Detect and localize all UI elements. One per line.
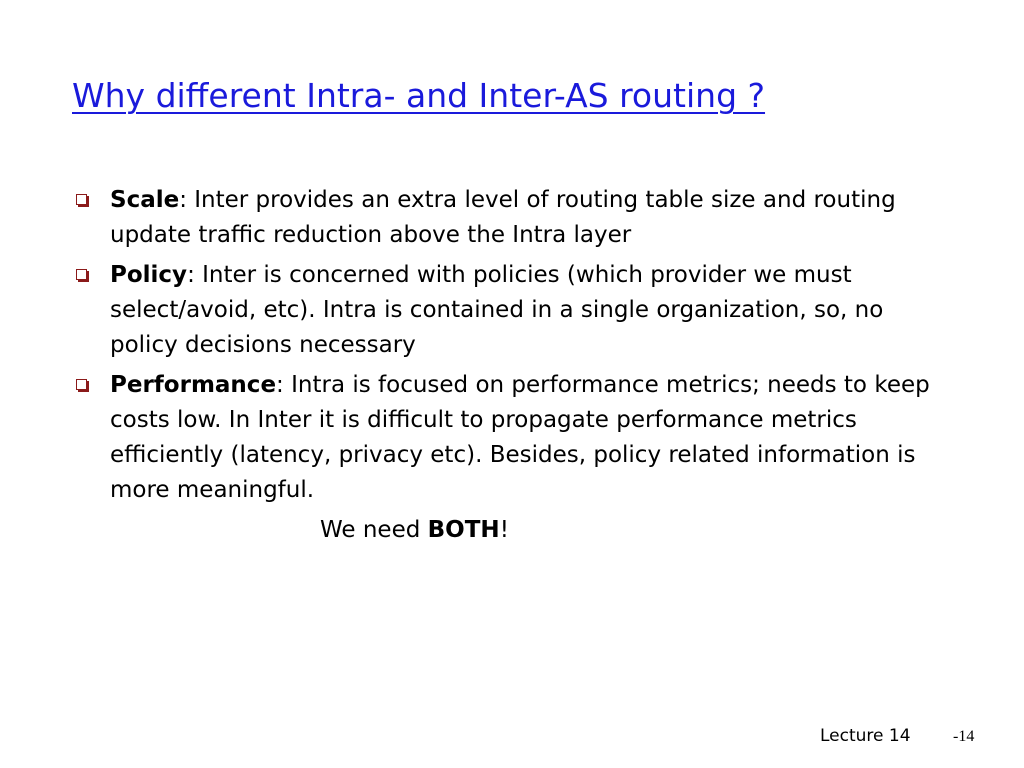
bullet-term: Policy: [110, 262, 188, 288]
closing-emphasis: BOTH: [427, 517, 500, 543]
bullet-item-policy: [72, 258, 952, 363]
closing-suffix: !: [499, 517, 509, 543]
bullet-term: Scale: [110, 187, 180, 213]
bullet-list: [72, 183, 952, 513]
bullet-text: : Inter provides an extra level of routing table size and routing update traffic reduction above the Intra layer: [110, 187, 896, 248]
bullet-text: : Inter is concerned with policies (which provider we must select/avoid, etc). Intra is contained in a single organization, so, no policy decisions necessary: [110, 262, 884, 358]
bullet-item-scale: [72, 183, 952, 253]
footer-page-number: -14: [953, 728, 975, 745]
square-bullet-icon: [76, 269, 87, 280]
bullet-item-performance: [72, 368, 952, 508]
square-bullet-icon: [76, 194, 87, 205]
bullet-term: Performance: [110, 372, 277, 398]
footer-lecture-label: Lecture 14: [820, 726, 911, 746]
bullet-text: : Intra is focused on performance metrics; needs to keep costs low. In Inter it is difficult to propagate performance metrics efficiently (latency, privacy etc). Besides, policy related information is more meaningful.: [110, 372, 930, 503]
closing-statement: [320, 513, 509, 548]
closing-prefix: We need: [320, 517, 428, 543]
slide-title: Why different Intra- and Inter-AS routing ?: [72, 76, 766, 115]
square-bullet-icon: [76, 379, 87, 390]
